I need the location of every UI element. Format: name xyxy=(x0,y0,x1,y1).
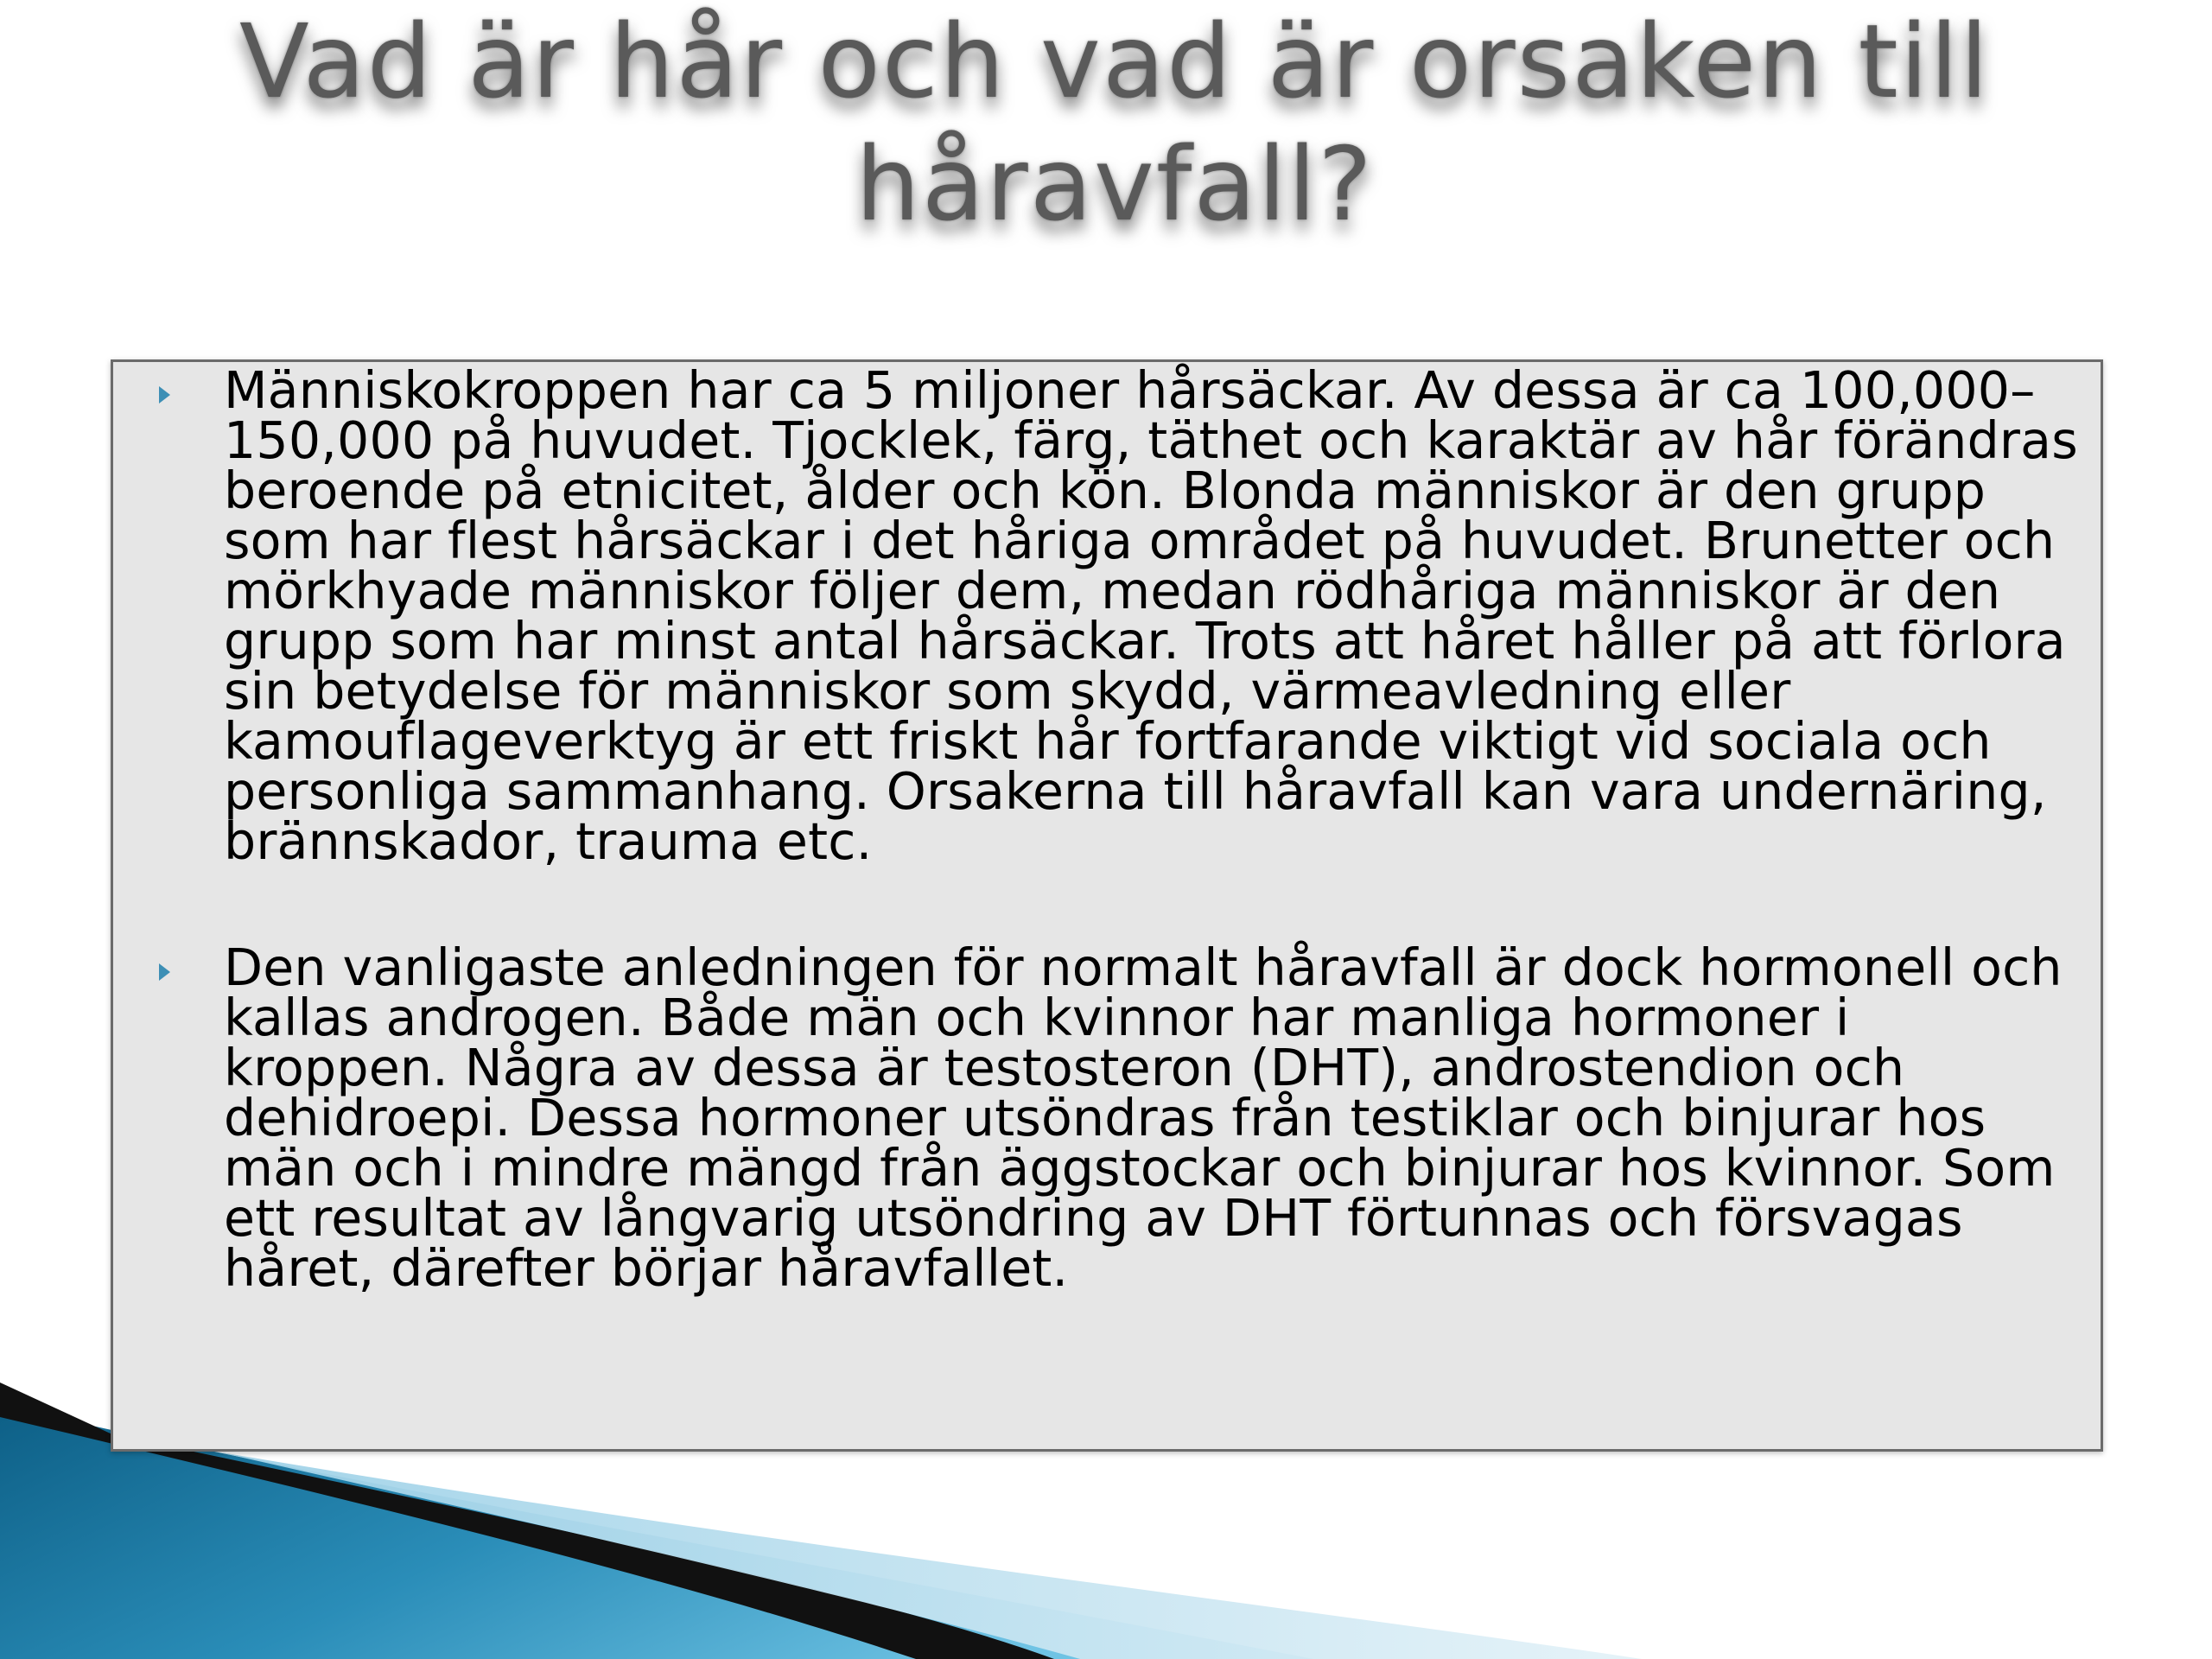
bullet-item xyxy=(224,938,2090,1298)
slide-title: Vad är hår och vad är orsaken till håravfall? xyxy=(238,2,1991,244)
content-box xyxy=(111,359,2103,1452)
bullet-item xyxy=(224,361,2090,871)
triangle-bullet-icon xyxy=(159,963,170,981)
triangle-bullet-icon xyxy=(159,386,170,404)
bullet-text: Den vanligaste anledningen för normalt håravfall är dock hormonell och kallas androgen. Både män och kvinnor har manliga hormoner i kroppen. Några av dessa är testosteron (DHT), androstendion och dehidroepi. Dessa hormoner utsöndras från testiklar och binjurar hos män och i mindre mängd från äggstockar och binjurar hos kvinnor. Som ett resultat av långvarig utsöndring av DHT förtunnas och försvagas håret, därefter börjar håravfallet. xyxy=(224,938,2063,1298)
bullet-text: Människokroppen har ca 5 miljoner hårsäckar. Av dessa är ca 100,000–150,000 på huvudet. Tjocklek, färg, täthet och karaktär av hår förändras beroende på etnicitet, ålder och kön. Blonda människor är den grupp som har flest hårsäckar i det håriga området på huvudet. Brunetter och mörkhyade människor följer dem, medan rödhåriga människor är den grupp som har minst antal hårsäckar. Trots att håret håller på att förlora sin betydelse för människor som skydd, värmeavledning eller kamouflageverktyg är ett friskt hår fortfarande viktigt vid sociala och personliga sammanhang. Orsakerna till håravfall kan vara undernäring, brännskador, trauma etc. xyxy=(224,361,2078,871)
